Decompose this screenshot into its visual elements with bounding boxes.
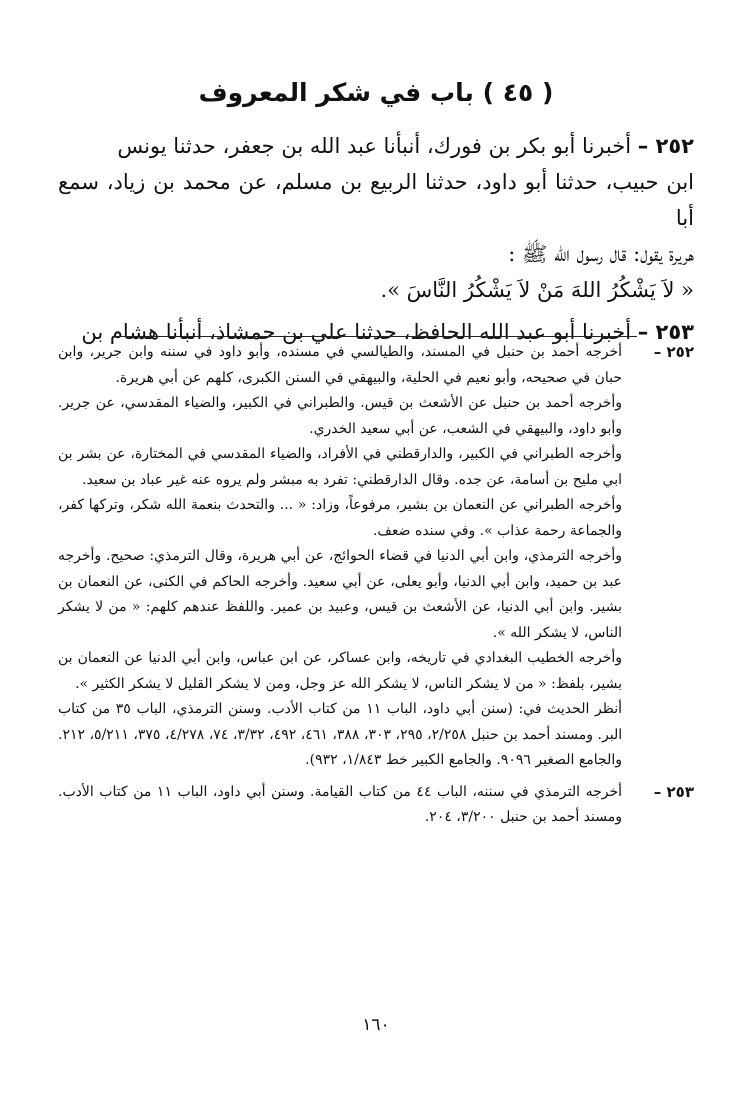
hadith-text: أخبرنا أبو عبد الله الحافظ، حدثنا علي بن حمشاذ، أنبأنا هشام بن: [81, 320, 632, 344]
footnote-paragraph: وأخرجه الطبراني في الكبير، والدارقطني في الأفراد، والضياء المقدسي في المختارة، عن بشر بن ابي مليح بن أسامة، عن جده. وقال الدارقطني: تفرد به مبشر ولم يروه عنه غير عباد بن سعيد.: [58, 446, 622, 488]
footnote-paragraph: وأخرجه الترمذي، وابن أبي الدنيا في قضاء الحوائج، عن أبي هريرة، وقال الترمذي: صحيح. وأخرجه عبد بن حميد، وابن أبي الدنيا، وأبو يعلى، عن أبي سعيد. وأخرجه الحاكم في الكنى، عن النعمان بن بشير. وابن أبي الدنيا، عن الأشعث بن قيس، وعبيد بن عمير. واللفظ عندهم كلهم: « من لا يشكر الناس، لا يشكر الله ».: [58, 548, 622, 641]
hadith-252-line-1: [58, 128, 694, 164]
hadith-number: ٢٥٣ –: [637, 320, 694, 344]
footnote-paragraph: أنظر الحديث في: (سنن أبي داود، الباب ١١ من كتاب الأدب. وسنن الترمذي، الباب ٣٥ من كتاب البر. ومسند أحمد بن حنبل ٢/٢٥٨، ٢٩٥، ٣٠٣، ٣٨٨، ٤٦١، ٤٩٢، ٣/٣٢، ٧٤، ٤/٢٧٨، ٣٧٥، ٥/٢١١، ٢١٢. والجامع الصغير ٩٠٩٦. والجامع الكبير خط ١/٨٤٣، ٩٣٢).: [58, 701, 623, 768]
hadith-text: أخبرنا أبو بكر بن فورك، أنبأنا عبد الله بن جعفر، حدثنا يونس: [117, 134, 632, 158]
footnote-paragraph: وأخرجه الخطيب البغدادي في تاريخه، وابن عساكر، عن ابن عباس، وابن أبي الدنيا عن النعمان بن بشير، بلفظ: « من لا يشكر الناس، لا يشكر الله عز وجل، ومن لا يشكر القليل لا يشكر الكثير ».: [58, 650, 622, 692]
footnote-paragraph: وأخرجه الطبراني عن النعمان بن بشير، مرفوعاً، وزاد: « ... والتحدث بنعمة الله شكر، وتركها كفر، والجماعة رحمة عذاب ». وفي سنده ضعف.: [58, 497, 622, 539]
footnote-paragraph: أخرجه أحمد بن حنبل في المسند، والطيالسي في مسنده، وأبو داود في سننه وابن جرير، وابن حبان في صحيحه، وأبو نعيم في الحلية، والبيهقي في السنن الكبرى، كلهم عن أبي هريرة.: [58, 344, 622, 386]
footnote-number: ٢٥٢ –: [653, 343, 694, 361]
footnote-divider: [117, 336, 637, 337]
main-text: [58, 128, 694, 350]
page-number: ١٦٠: [362, 1015, 390, 1035]
hadith-252-line-3: هريرة يقول: قال رسول الله ﷺ :: [508, 242, 694, 266]
footnote-252: [58, 340, 694, 774]
hadith-252-quote: « لاَ يَشْكُرُ اللهَ مَنْ لاَ يَشْكُرُ النَّاسَ ».: [380, 278, 694, 302]
footnote-253: [58, 780, 694, 831]
footnote-paragraph: أخرجه الترمذي في سننه، الباب ٤٤ من كتاب القيامة. وسنن أبي داود، الباب ١١ من كتاب الأدب. ومسند أحمد بن حنبل ٣/٢٠٠، ٢٠٤.: [58, 783, 622, 825]
chapter-heading: ( ٤٥ ) باب في شكر المعروف: [198, 78, 554, 107]
footnote-number: ٢٥٣ –: [653, 782, 694, 801]
footnotes: [58, 340, 694, 837]
footnote-paragraph: وأخرجه أحمد بن حنبل عن الأشعث بن قيس. والطبراني في الكبير، والضياء المقدسي، عن جرير. وأبو داود، والبيهقي في الشعب، عن أبي سعيد الخدري.: [58, 395, 622, 437]
hadith-number: ٢٥٢ –: [637, 134, 694, 158]
hadith-252-line-2: ابن حبيب، حدثنا أبو داود، حدثنا الربيع بن مسلم، عن محمد بن زياد، سمع أبا: [58, 170, 694, 230]
